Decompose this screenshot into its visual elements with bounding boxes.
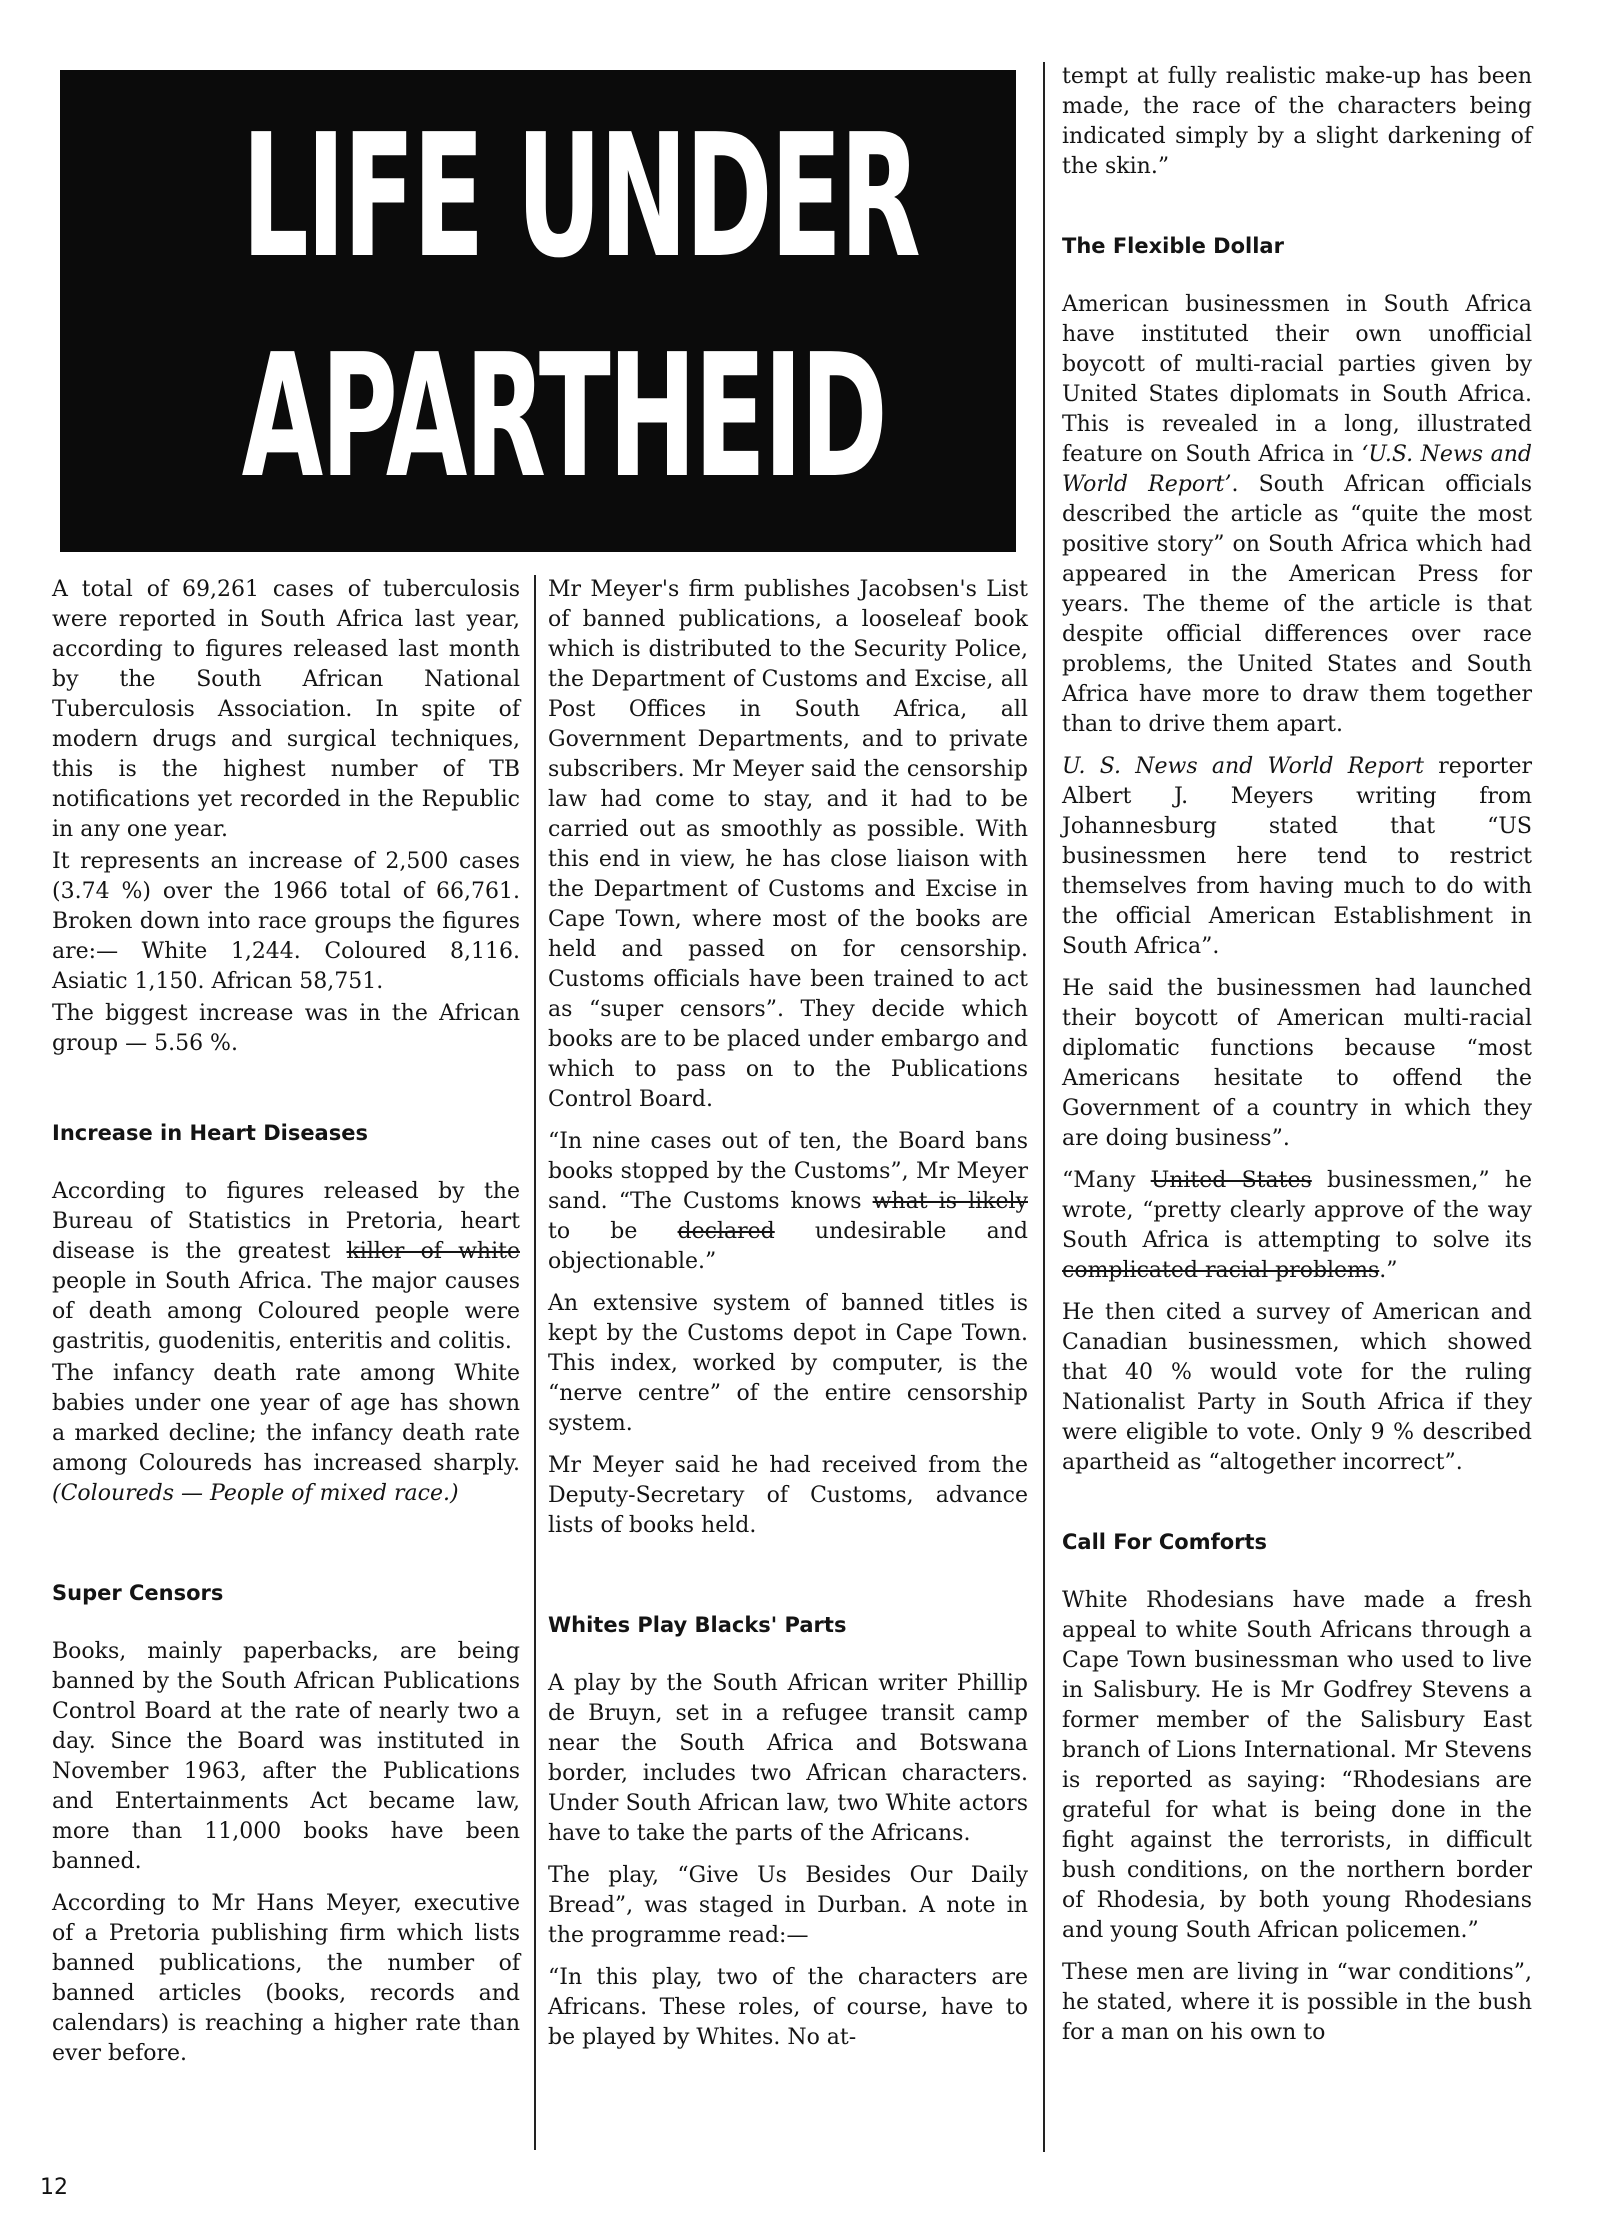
struck-text: complicated racial problems bbox=[1062, 1258, 1380, 1283]
article-paragraph: The play, “Give Us Besides Our Daily Bread”, was staged in Durban. A note in the programme read:— bbox=[548, 1863, 1028, 1948]
article-paragraph: He said the businessmen had launched their boycott of American multi-racial diplomatic functions because “most Americans hesitate to offend the Government of a country in which they are doing business”. bbox=[1062, 976, 1532, 1151]
text-run: . South African officials described the article as “quite the most positive story” on South Africa which had appeared in the American Press for years. The theme of the article is that despite official differences over race problems, the United States and South Africa have more to draw them together than to drive them apart. bbox=[1062, 472, 1532, 737]
italic-text: (Coloureds — People of mixed race.) bbox=[52, 1481, 459, 1506]
article-paragraph: It represents an increase of 2,500 cases (3.74 %) over the 1966 total of 66,761. Broken down into race groups the figures are:— White 1,244. Coloured 8,116. Asiatic 1,150. African 58,751. bbox=[52, 849, 520, 994]
masthead-line-2: APARTHEID bbox=[241, 318, 886, 516]
article-paragraph: An extensive system of banned titles is kept by the Customs depot in Cape Town. This index, worked by computer, is the “nerve centre” of the entire censorship system. bbox=[548, 1291, 1028, 1436]
column-3 bbox=[1062, 62, 1532, 2187]
text-run: According to figures released by the Bureau of Statistics in Pretoria, heart disease is the greatest bbox=[52, 1179, 520, 1264]
text-run: people in South Africa. The major causes of death among Coloured people were gastritis, guodenitis, enteritis and colitis. bbox=[52, 1269, 520, 1354]
text-run: undesirable and objectionable.” bbox=[548, 1219, 1028, 1274]
article-paragraph: Mr Meyer's firm publishes Jacobsen's List of banned publications, a looseleaf book which is distributed to the Security Police, the Department of Customs and Excise, all Post Offices in South Africa, all Government Departments, and to private subscribers. Mr Meyer said the censorship law had come to stay, and it had to be carried out as smoothly as possible. With this end in view, he has close liaison with the Department of Customs and Excise in Cape Town, where most of the books are held and passed on for censorship. Customs officials have been trained to act as “super censors”. They decide which books are to be placed under embargo and which to pass on to the Publications Control Board. bbox=[548, 577, 1028, 1112]
page-number: 12 bbox=[40, 2175, 68, 2200]
text-run: American businessmen in South Africa have instituted their own unofficial boycott of multi-racial parties given by United States diplomats in South Africa. This is revealed in a long, illustrated feature on South Africa in bbox=[1062, 292, 1532, 467]
struck-text: declared bbox=[677, 1219, 775, 1244]
struck-text: killer of white bbox=[346, 1239, 520, 1264]
text-run: “Many bbox=[1062, 1168, 1151, 1193]
text-run: .” bbox=[1379, 1258, 1398, 1283]
italic-text: ‘U.S. News and World Report’ bbox=[1062, 442, 1532, 497]
article-paragraph bbox=[548, 1127, 1028, 1277]
masthead-banner bbox=[60, 70, 1016, 552]
article-paragraph: tempt at fully realistic make-up has been made, the race of the characters being indicated simply by a slight darkening of the skin.” bbox=[1062, 64, 1532, 179]
text-run: The infancy death rate among White babies under one year of age has shown a marked decline; the infancy death rate among Coloureds has increased sharply. bbox=[52, 1361, 520, 1476]
column-divider-1 bbox=[534, 575, 536, 2150]
struck-text: what is likely bbox=[872, 1189, 1028, 1214]
article-paragraph bbox=[52, 1359, 520, 1509]
text-run: “In nine cases out of ten, the Board bans books stopped by the Customs”, Mr Meyer sand. “The Customs knows bbox=[548, 1129, 1028, 1214]
article-paragraph: Mr Meyer said he had received from the Deputy-Secretary of Customs, advance lists of books held. bbox=[548, 1453, 1028, 1538]
section-heading: Call For Comforts bbox=[1062, 1530, 1268, 1554]
text-run: reporter Albert J. Meyers writing from Johannesburg stated that “US businessmen here tend to restrict themselves from having much to do with the official American Establishment in South Africa”. bbox=[1062, 754, 1532, 959]
article-paragraph: He then cited a survey of American and Canadian businessmen, which showed that 40 % would vote for the ruling Nationalist Party in South Africa if they were eligible to vote. Only 9 % described apartheid as “altogether incorrect”. bbox=[1062, 1300, 1532, 1475]
article-paragraph: “In this play, two of the characters are Africans. These roles, of course, have to be played by Whites. No at- bbox=[548, 1965, 1028, 2050]
section-heading: The Flexible Dollar bbox=[1062, 234, 1284, 258]
article-paragraph bbox=[1062, 1166, 1532, 1286]
article-paragraph: The biggest increase was in the African group — 5.56 %. bbox=[52, 1001, 520, 1056]
article-paragraph: White Rhodesians have made a fresh appeal to white South Africans through a Cape Town businessman who used to live in Salisbury. He is Mr Godfrey Stevens a former member of the Salisbury East branch of Lions International. Mr Stevens is reported as saying: “Rhodesians are grateful for what is being done in the fight against the terrorists, in difficult bush conditions, on the northern border of Rhodesia, by both young Rhodesians and young South African policemen.” bbox=[1062, 1588, 1532, 1943]
article-paragraph: Books, mainly paperbacks, are being banned by the South African Publications Control Board at the rate of nearly two a day. Since the Board was instituted in November 1963, after the Publications and Entertainments Act became law, more than 11,000 books have been banned. bbox=[52, 1639, 520, 1874]
text-run: to be bbox=[548, 1219, 678, 1244]
section-heading: Whites Play Blacks' Parts bbox=[548, 1613, 847, 1637]
article-paragraph: These men are living in “war conditions”, he stated, where it is possible in the bush for a man on his own to bbox=[1062, 1960, 1532, 2045]
article-paragraph: According to Mr Hans Meyer, executive of a Pretoria publishing firm which lists banned publications, the number of banned articles (books, records and calendars) is reaching a higher rate than ever before. bbox=[52, 1891, 520, 2066]
article-paragraph: A play by the South African writer Phillip de Bruyn, set in a refugee transit camp near the South Africa and Botswana border, includes two African characters. Under South African law, two White actors have to take the parts of the Africans. bbox=[548, 1671, 1028, 1846]
article-paragraph bbox=[52, 1177, 520, 1357]
column-1 bbox=[52, 575, 520, 2185]
section-heading: Increase in Heart Diseases bbox=[52, 1121, 368, 1145]
article-paragraph bbox=[1062, 290, 1532, 740]
struck-text: United States bbox=[1150, 1168, 1312, 1193]
text-run: businessmen,” he wrote, “pretty clearly approve of the way South Africa is attempting to solve its bbox=[1062, 1168, 1532, 1253]
article-paragraph bbox=[1062, 752, 1532, 962]
column-divider-2 bbox=[1043, 62, 1045, 2152]
column-2 bbox=[548, 575, 1028, 2185]
masthead-line-1: LIFE UNDER bbox=[241, 98, 919, 296]
article-paragraph: A total of 69,261 cases of tuberculosis were reported in South Africa last year, according to figures released last month by the South African National Tuberculosis Association. In spite of modern drugs and surgical techniques, this is the highest number of TB notifications yet recorded in the Republic in any one year. bbox=[52, 577, 520, 842]
section-heading: Super Censors bbox=[52, 1581, 224, 1605]
italic-text: U. S. News and World Report bbox=[1062, 754, 1424, 779]
